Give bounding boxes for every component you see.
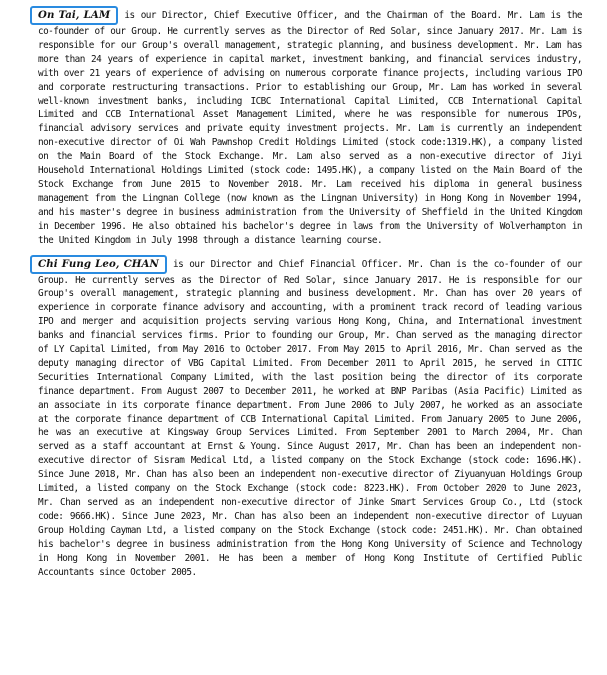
- director-name-lam: On Tai, LAM: [30, 6, 118, 25]
- director-name-chan: Chi Fung Leo, CHAN: [30, 255, 167, 274]
- bio-lam: [38, 6, 582, 248]
- bio-chan: [38, 255, 582, 580]
- bio-text-lam: is our Director, Chief Executive Officer, and the Chairman of the Board. Mr. Lam is the co-founder of our Group. He currently serves as the Director of Red Solar, since January 2017. Mr. Lam is responsible for our Group's overall management, strategic planning, and business development. Mr. Lam has more than 24 years of experience in capital market, investment banking, and financial services industry, with over 21 years of experience of advising on numerous corporate finance projects, including various IPO and corporate restructuring transactions. Prior to establishing our Group, Mr. Lam has worked in several well-known investment banks, including ICBC International Capital Limited, CCB International Capital Limited and CCB International Asset Management Limited, where he was responsible for numerous IPOs, financial advisory services and private equity investment projects. Mr. Lam is currently an independent non-executive director of Oi Wah Pawnshop Credit Holdings Limited (stock code:1319.HK), a company listed on the Main Board of the Stock Exchange. Mr. Lam also served as a non-executive director of Jiyi Household International Holdings Limited (stock code: 1495.HK), a company listed on the Main Board of the Stock Exchange from June 2015 to November 2018. Mr. Lam received his diploma in general business management from the Lingnan College (now known as the Lingnan University) in Hong Kong in November 1994, and his master's degree in business administration from the University of Sheffield in the United Kingdom in December 1996. He also obtained his bachelor's degree in laws from the University of Wolverhampton in the United Kingdom in July 1998 through a distance learning course.: [38, 10, 582, 246]
- bio-text-chan: is our Director and Chief Financial Officer. Mr. Chan is the co-founder of our Group. He currently serves as the Director of Red Solar, since January 2017. He is responsible for our Group's overall management, strategic planning and business development. Mr. Chan has over 20 years of experience in corporate finance advisory and accounting, with a prominent track record of leading various IPO and merger and acquisition projects serving various Hong Kong, China, and International investment banks and financial services firms. Prior to founding our Group, Mr. Chan served as the managing director of LY Capital Limited, from May 2016 to October 2017. From May 2015 to April 2016, Mr. Chan served as the deputy managing director of VBG Capital Limited. From December 2011 to April 2015, he served in CITIC Securities International Company Limited, with the last position being the director of its corporate finance department. From August 2007 to December 2011, he worked at BNP Paribas (Asia Pacific) Limited as an associate in its corporate finance department. From June 2006 to July 2007, he worked as an associate at the corporate finance department of CCB International Capital Limited. From January 2005 to June 2006, he was an executive at Kingsway Group Services Limited. From September 2001 to March 2004, Mr. Chan served as a staff accountant at Ernst & Young. Since August 2017, Mr. Chan has been an independent non-executive director of Sisram Medical Ltd, a listed company on the Stock Exchange (stock code: 1696.HK). Since June 2018, Mr. Chan has also been an independent non-executive director of Ziyuanyuan Holdings Group Limited, a listed company on the Stock Exchange (stock code: 8223.HK). From October 2020 to June 2023, Mr. Chan served as an independent non-executive director of Jinke Smart Services Group Co., Ltd (stock code: 9666.HK). Since June 2023, Mr. Chan has also been an independent non-executive director of Luyuan Group Holding Cayman Ltd, a listed company on the Stock Exchange (stock code: 2451.HK). Mr. Chan obtained his bachelor's degree in business administration from the Hong Kong University of Science and Technology in Hong Kong in November 2001. He has been a member of Hong Kong Institute of Certified Public Accountants since October 2005.: [38, 258, 582, 578]
- document-page: [38, 6, 582, 579]
